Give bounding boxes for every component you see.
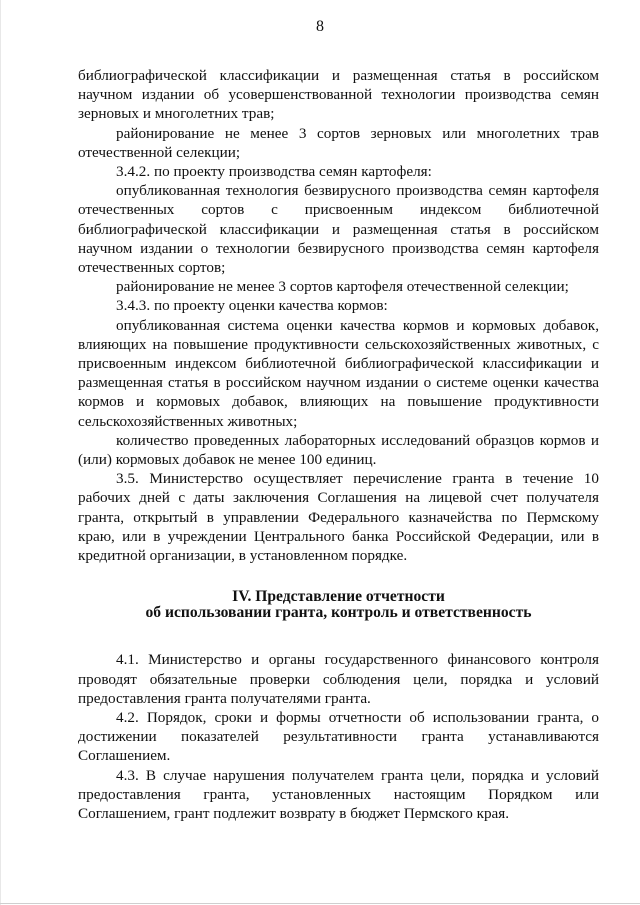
- page-body: [78, 66, 599, 823]
- paragraph: библиографической классификации и размещенная статья в российском научном издании об усовершенствованной технологии производства семян зерновых и многолетних трав;: [78, 67, 599, 123]
- paragraph: опубликованная технология безвирусного производства семян картофеля отечественных сортов с присвоенным индексом библиотечной библиографической классификации и размещенная статья в российском научном издании о технологии безвирусного производства семян картофеля отечественных сортов;: [78, 182, 599, 277]
- paragraphs-after-heading: [78, 650, 599, 823]
- paragraph: 4.3. В случае нарушения получателем гранта цели, порядка и условий предоставления гранта, установленных настоящим Порядком или Соглашением, грант подлежит возврату в бюджет Пермского края.: [78, 766, 599, 823]
- paragraph: 4.2. Порядок, сроки и формы отчетности об использовании гранта, о достижении показателей результативности гранта устанавливаются Соглашением.: [78, 709, 599, 765]
- paragraph: опубликованная система оценки качества кормов и кормовых добавок, влияющих на повышение продуктивности сельскохозяйственных животных, с присвоенным индексом библиотечной библиографической классификации и размещенная статья в российском научном издании о системе оценки качества кормов и кормовых добавок, влияющих на повышение продуктивности сельскохозяйственных животных;: [78, 316, 599, 430]
- page-number: 8: [316, 18, 324, 35]
- section-heading-line-1: IV. Представление отчетности: [232, 588, 445, 606]
- paragraph: районирование не менее 3 сортов картофеля отечественной селекции;: [116, 278, 569, 296]
- scan-edge-left: [0, 0, 1, 905]
- section-heading: [78, 589, 599, 620]
- paragraph: 3.5. Министерство осуществляет перечисление гранта в течение 10 рабочих дней с даты заключения Соглашения на лицевой счет получателя гранта, открытый в управлении Федерального казначейства по Пермскому краю, или в учреждении Центрального банка Российской Федерации, или в кредитной организации, в установленном порядке.: [78, 470, 599, 565]
- paragraph: 3.4.3. по проекту оценки качества кормов:: [116, 297, 388, 315]
- scan-edge-bottom: [0, 903, 640, 904]
- paragraph: районирование не менее 3 сортов зерновых или многолетних трав отечественной селекции;: [78, 124, 599, 161]
- section-heading-line-2: об использовании гранта, контроль и ответственность: [145, 603, 532, 621]
- paragraph: 4.1. Министерство и органы государственного финансового контроля проводят обязательные проверки соблюдения цели, порядка и условий предоставления гранта получателями гранта.: [78, 651, 599, 707]
- paragraph: количество проведенных лабораторных исследований образцов кормов и (или) кормовых добавок не менее 100 единиц.: [78, 431, 599, 469]
- paragraphs-before-heading: [78, 66, 599, 565]
- paragraph: 3.4.2. по проекту производства семян картофеля:: [116, 163, 432, 181]
